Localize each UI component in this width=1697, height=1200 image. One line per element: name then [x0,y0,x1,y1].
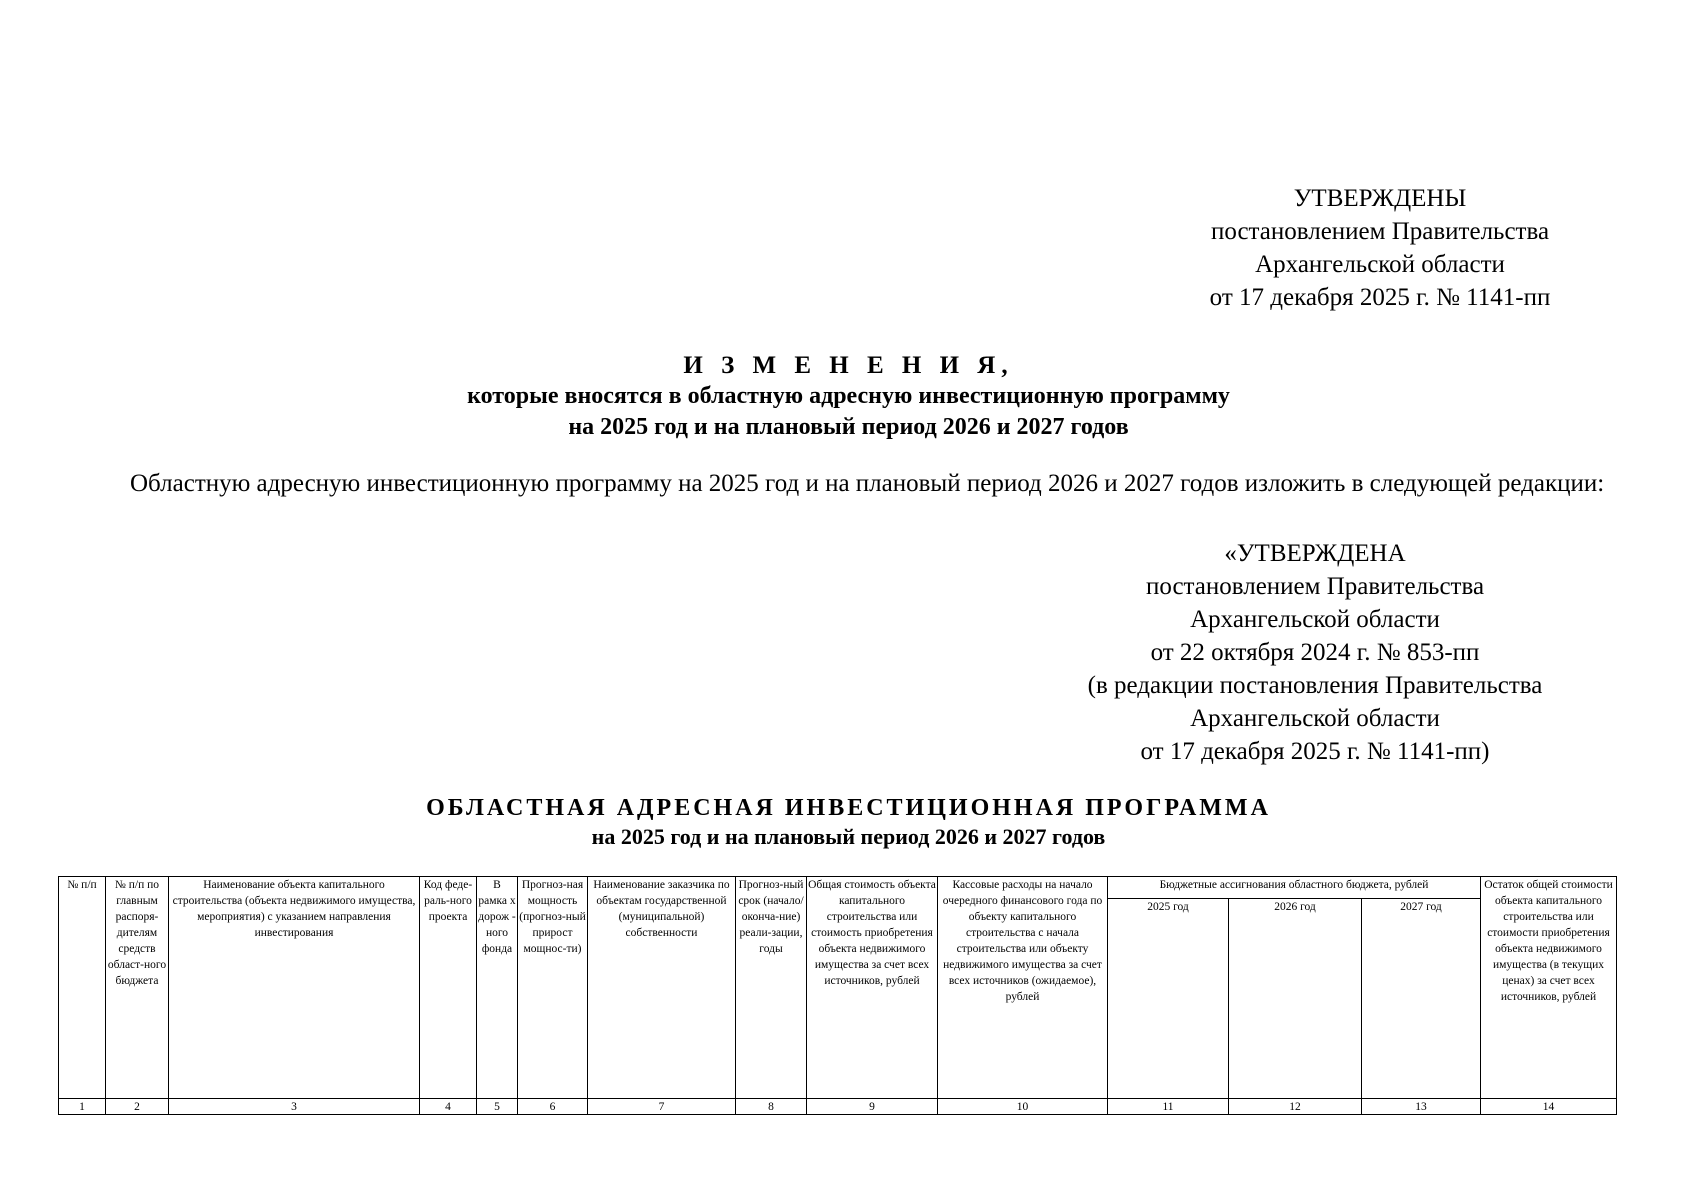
header-cell-capacity: Прогноз-ная мощность (прогноз-ный прирост мощнос-ти) [518,877,588,1099]
header-cell-manager-number: № п/п по главным распоря-дителям средств област-ного бюджета [106,877,169,1099]
program-title-heading: ОБЛАСТНАЯ АДРЕСНАЯ ИНВЕСТИЦИОННАЯ ПРОГРАММА [426,795,1271,821]
approval-line: Архангельской области [1190,705,1440,732]
header-cell-remaining-cost: Остаток общей стоимости объекта капитального строительства или стоимости приобретения объекта недвижимого имущества (в текущих ценах) за счет всех источников, рублей [1481,877,1617,1099]
approval-line: Архангельской области [1255,251,1505,278]
header-cell-cash-expenses: Кассовые расходы на начало очередного финансового года по объекту капитального строительства с начала строительства или объекту недвижимого имущества за счет всех источников (ожидаемое), рублей [938,877,1108,1099]
column-number: 6 [518,1099,588,1115]
column-number: 1 [59,1099,106,1115]
approval-line: (в редакции постановления Правительства [1087,672,1543,699]
header-cell-year-2027: 2027 год [1362,899,1481,1099]
program-title [0,793,1697,851]
header-cell-road-fund: В рамка х дорож - ного фонда [477,877,518,1099]
changes-title-heading: И З М Е Н Е Н И Я, [683,352,1014,379]
approval-line: постановлением Правительства [1210,218,1550,245]
approval-line: от 17 декабря 2025 г. № 1141-пп) [1140,738,1490,765]
column-number: 14 [1481,1099,1617,1115]
column-number: 9 [807,1099,938,1115]
program-title-period: на 2025 год и на плановый период 2026 и 2027 годов [591,824,1106,849]
changes-title-subtitle: которые вносятся в областную адресную инвестиционную программу [467,383,1230,409]
approval-stamp-program [1030,537,1600,768]
column-number: 7 [588,1099,736,1115]
column-number: 11 [1108,1099,1229,1115]
header-cell-term: Прогноз-ный срок (начало/ оконча-ние) реали-зации, годы [736,877,807,1099]
column-number: 5 [477,1099,518,1115]
program-table [58,876,1617,1115]
approval-line: постановлением Правительства [1145,573,1485,600]
header-cell-budget-group: Бюджетные ассигнования областного бюджета, рублей [1108,877,1481,899]
header-cell-year-2025: 2025 год [1108,899,1229,1099]
column-number: 4 [420,1099,477,1115]
approval-line: Архангельской области [1190,606,1440,633]
column-number: 12 [1229,1099,1362,1115]
column-number: 8 [736,1099,807,1115]
header-cell-federal-project-code: Код феде-раль-ного проекта [420,877,477,1099]
intro-paragraph: Областную адресную инвестиционную программу на 2025 год и на плановый период 2026 и 2027 годов изложить в следующей редакции: [130,470,1605,497]
column-number: 10 [938,1099,1108,1115]
approval-stamp [1150,182,1610,314]
column-number: 3 [169,1099,420,1115]
approval-line: от 22 октября 2024 г. № 853-пп [1150,639,1480,666]
approval-line: «УТВЕРЖДЕНА [1224,540,1406,567]
approval-line: от 17 декабря 2025 г. № 1141-пп [1209,284,1551,311]
column-number: 2 [106,1099,169,1115]
header-cell-number: № п/п [59,877,106,1099]
column-number-row [59,1099,1617,1115]
header-cell-total-cost: Общая стоимость объекта капитального строительства или стоимость приобретения объекта недвижимого имущества за счет всех источников, рублей [807,877,938,1099]
header-cell-customer: Наименование заказчика по объектам государственной (муниципальной) собственности [588,877,736,1099]
changes-title [0,350,1697,443]
column-number: 13 [1362,1099,1481,1115]
changes-title-period: на 2025 год и на плановый период 2026 и 2027 годов [568,414,1129,440]
header-cell-object-name: Наименование объекта капитального строительства (объекта недвижимого имущества, мероприятия) с указанием направления инвестирования [169,877,420,1099]
header-cell-year-2026: 2026 год [1229,899,1362,1099]
approval-line: УТВЕРЖДЕНЫ [1293,185,1467,212]
